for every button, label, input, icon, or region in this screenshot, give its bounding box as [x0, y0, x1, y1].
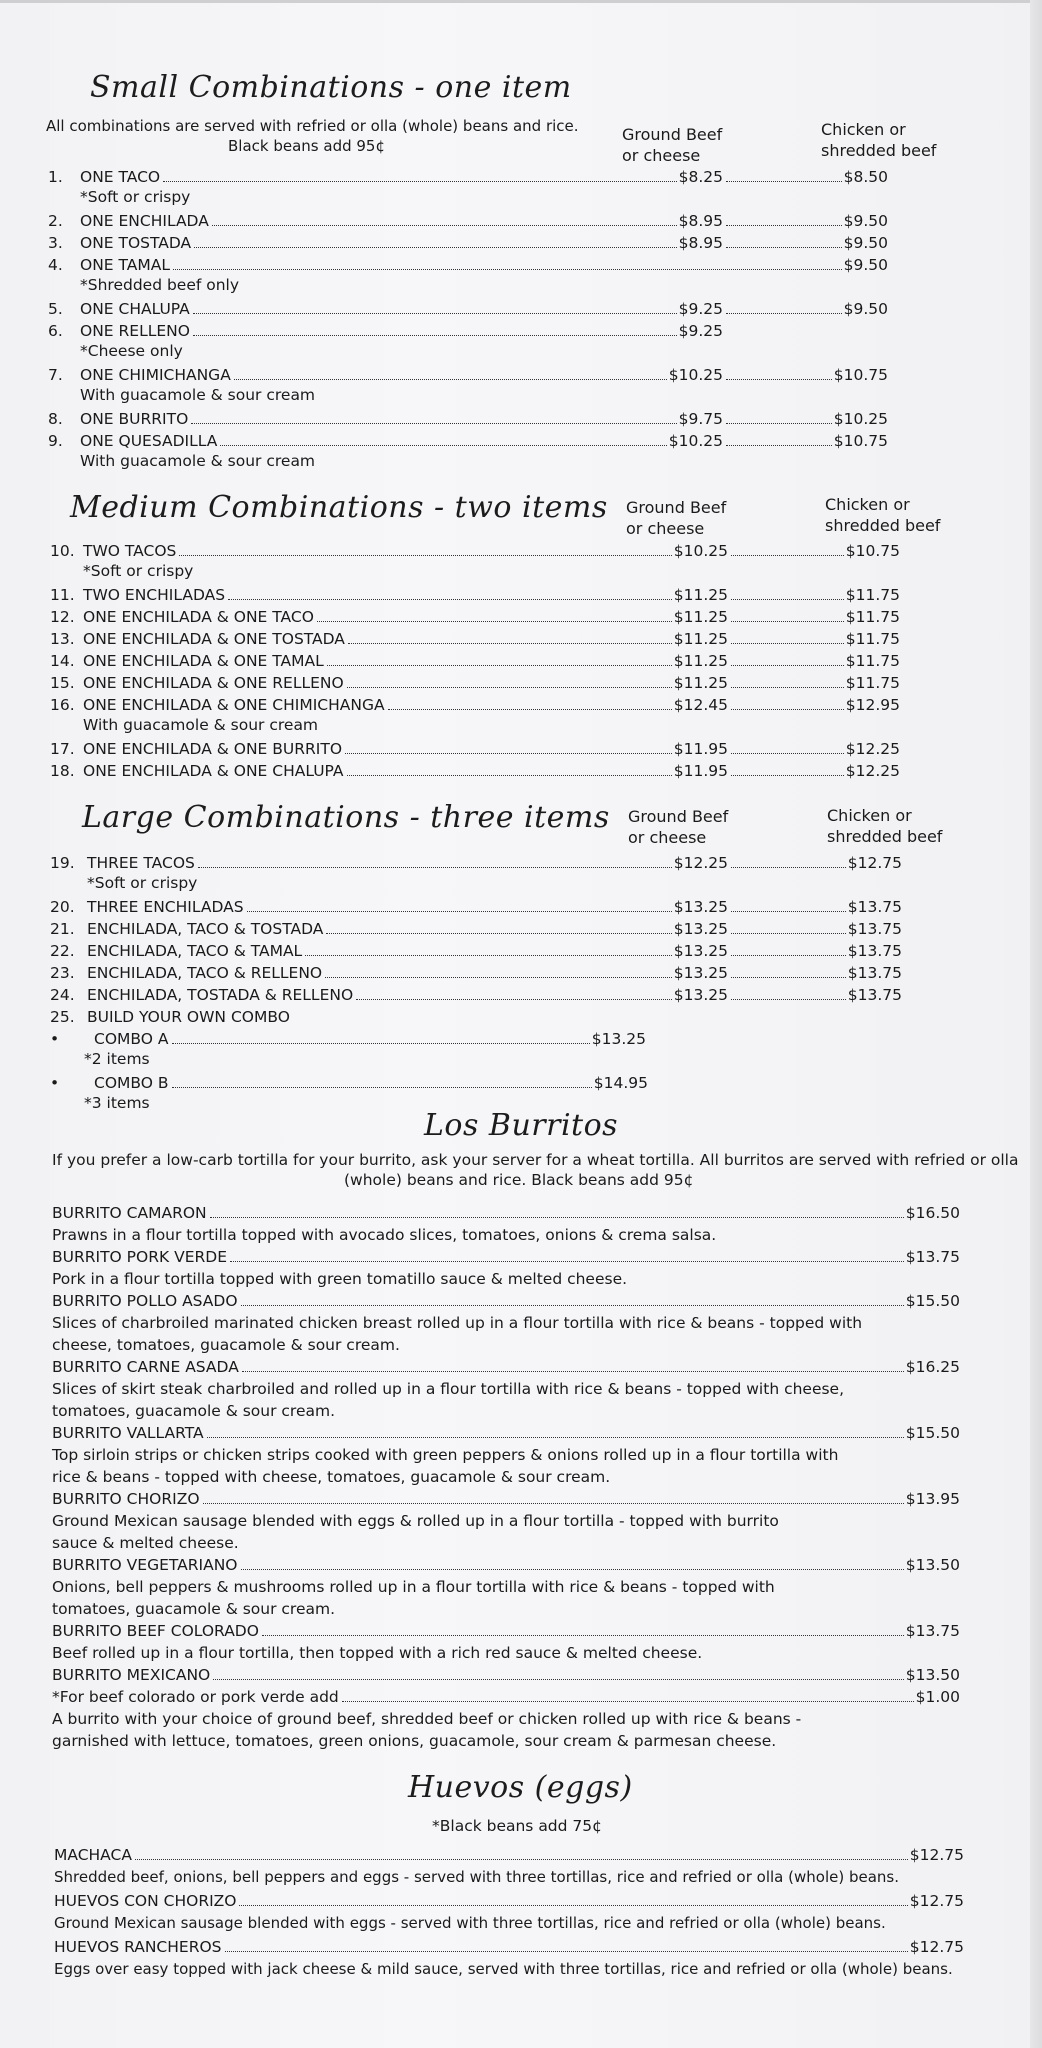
item-number: 24.: [50, 986, 75, 1004]
price-chicken: $8.50: [843, 168, 888, 186]
burrito-description: Slices of skirt steak charbroiled and rolled up in a flour tortilla with rice & beans - topped with cheese,: [52, 1380, 845, 1398]
price-chicken: $9.50: [843, 212, 888, 230]
dot-leader: [179, 555, 671, 556]
item-note: With guacamole & sour cream: [80, 386, 316, 404]
burrito-name: BURRITO CARNE ASADA: [52, 1358, 239, 1376]
small-note-black-beans: Black beans add 95¢: [228, 137, 386, 155]
item-name: ONE CHALUPA: [80, 300, 190, 318]
dot-leader: [731, 775, 844, 776]
dot-leader: [731, 665, 844, 666]
dot-leader: [173, 269, 842, 270]
item-name: ONE ENCHILADA & ONE BURRITO: [83, 740, 343, 758]
dot-leader: [193, 313, 677, 314]
item-number: 4.: [48, 256, 63, 274]
item-note: *Soft or crispy: [80, 188, 191, 206]
dot-leader: [726, 247, 842, 248]
item-name: ONE ENCHILADA: [80, 212, 209, 230]
large-combinations-title: Large Combinations - three items: [82, 800, 610, 835]
burrito-name: BURRITO VEGETARIANO: [52, 1556, 238, 1574]
burrito-name: BURRITO VALLARTA: [52, 1424, 204, 1442]
item-number: 13.: [50, 630, 75, 648]
combo-row: [0, 364, 1042, 386]
burritos-note-2: (whole) beans and rice. Black beans add 95¢: [344, 1171, 694, 1189]
item-number: 5.: [48, 300, 63, 318]
dot-leader: [317, 621, 672, 622]
burrito-description: Prawns in a flour tortilla topped with avocado slices, tomatoes, onions & crema salsa.: [52, 1226, 717, 1244]
burrito-row: [0, 1664, 1042, 1686]
combo-row: [0, 760, 1042, 782]
item-name: ONE ENCHILADA & ONE RELLENO: [83, 674, 344, 692]
burrito-name: BURRITO POLLO ASADO: [52, 1292, 238, 1310]
dot-leader: [191, 423, 676, 424]
burrito-price: $16.25: [905, 1358, 960, 1376]
item-name: ONE ENCHILADA & ONE CHIMICHANGA: [83, 696, 385, 714]
item-number: 1.: [48, 168, 63, 186]
price-ground-beef: $8.95: [678, 212, 723, 230]
huevos-price: $12.75: [909, 1938, 964, 1956]
dot-leader: [731, 687, 844, 688]
burrito-name: BURRITO PORK VERDE: [52, 1248, 227, 1266]
dot-leader: [212, 225, 677, 226]
item-name: ONE ENCHILADA & ONE TOSTADA: [83, 630, 345, 648]
burrito-description: Onions, bell peppers & mushrooms rolled up in a flour tortilla with rice & beans - topped with: [52, 1578, 775, 1596]
combo-option-price: $14.95: [593, 1074, 648, 1092]
huevos-description: Eggs over easy topped with jack cheese & mild sauce, served with three tortillas, rice and refried or olla (whole) beans.: [54, 1960, 953, 1978]
dot-leader: [731, 933, 846, 934]
price-chicken: $12.75: [847, 854, 902, 872]
medium-combinations-title: Medium Combinations - two items: [70, 490, 608, 525]
item-number: 10.: [50, 542, 75, 560]
price-ground-beef: $11.25: [673, 586, 728, 604]
burrito-description: cheese, tomatoes, guacamole & sour cream.: [52, 1336, 400, 1354]
item-name: ONE RELLENO: [80, 322, 190, 340]
item-name: ENCHILADA, TACO & TOSTADA: [87, 920, 324, 938]
dot-leader: [726, 181, 842, 182]
dot-leader: [348, 643, 672, 644]
dot-leader: [731, 599, 844, 600]
price-chicken: $11.75: [845, 674, 900, 692]
item-number: 11.: [50, 586, 75, 604]
item-note: *Soft or crispy: [83, 562, 194, 580]
burrito-price: $16.50: [905, 1204, 960, 1222]
item-name: ONE TAMAL: [80, 256, 170, 274]
price-ground-beef: $10.25: [673, 542, 728, 560]
col-header-line: shredded beef: [827, 827, 943, 846]
combo-row: [0, 852, 1042, 874]
item-name: TWO ENCHILADAS: [83, 586, 226, 604]
item-note: *Cheese only: [80, 342, 183, 360]
burrito-row: [0, 1290, 1042, 1312]
dot-leader: [172, 1087, 592, 1088]
burrito-price: $13.50: [905, 1666, 960, 1684]
dot-leader: [239, 1905, 907, 1906]
item-number: 19.: [50, 854, 75, 872]
item-number: 8.: [48, 410, 63, 428]
col-header-line: Ground Beef: [626, 498, 727, 517]
col-header-line: shredded beef: [821, 141, 937, 160]
item-number: 15.: [50, 674, 75, 692]
dot-leader: [305, 955, 672, 956]
item-number: 17.: [50, 740, 75, 758]
dot-leader: [731, 709, 844, 710]
dot-leader: [731, 911, 846, 912]
price-ground-beef: $13.25: [673, 964, 728, 982]
burrito-price: $13.75: [905, 1248, 960, 1266]
combo-row: [0, 210, 1042, 232]
item-number: 14.: [50, 652, 75, 670]
small-combinations-title: Small Combinations - one item: [90, 70, 572, 105]
price-chicken: $11.75: [845, 608, 900, 626]
dot-leader: [347, 775, 672, 776]
price-chicken: $13.75: [847, 964, 902, 982]
huevos-row: [0, 1936, 1042, 1958]
item-number: 25.: [50, 1008, 75, 1026]
price-chicken: $13.75: [847, 920, 902, 938]
price-ground-beef: $11.25: [673, 608, 728, 626]
huevos-price: $12.75: [909, 1846, 964, 1864]
price-ground-beef: $8.95: [678, 234, 723, 252]
combo-row: [0, 320, 1042, 342]
item-number: 3.: [48, 234, 63, 252]
price-chicken: $11.75: [845, 630, 900, 648]
burrito-description: Beef rolled up in a flour tortilla, then topped with a rich red sauce & melted cheese.: [52, 1644, 703, 1662]
dot-leader: [220, 445, 666, 446]
burrito-row: [0, 1554, 1042, 1576]
dot-leader: [172, 1043, 590, 1044]
price-ground-beef: $9.75: [678, 410, 723, 428]
dot-leader: [198, 867, 672, 868]
dot-leader: [342, 1701, 914, 1702]
burrito-price: $13.50: [905, 1556, 960, 1574]
price-ground-beef: $13.25: [673, 898, 728, 916]
item-note: With guacamole & sour cream: [83, 716, 319, 734]
burrito-description: garnished with lettuce, tomatoes, green onions, guacamole, sour cream & parmesan cheese.: [52, 1732, 777, 1750]
price-chicken: $10.25: [833, 410, 888, 428]
dot-leader: [731, 867, 846, 868]
price-ground-beef: $10.25: [668, 432, 723, 450]
item-name: ONE CHIMICHANGA: [80, 366, 231, 384]
item-name: ONE TOSTADA: [80, 234, 192, 252]
dot-leader: [726, 225, 842, 226]
dot-leader: [731, 621, 844, 622]
col-header-line: or cheese: [628, 828, 707, 847]
burrito-name: BURRITO CHORIZO: [52, 1490, 200, 1508]
item-number: 20.: [50, 898, 75, 916]
combo-row: [0, 408, 1042, 430]
item-name: ONE TACO: [80, 168, 161, 186]
dot-leader: [731, 753, 844, 754]
item-name: ONE QUESADILLA: [80, 432, 218, 450]
dot-leader: [356, 999, 672, 1000]
dot-leader: [241, 1305, 904, 1306]
price-chicken: $13.75: [847, 942, 902, 960]
dot-leader: [726, 445, 832, 446]
price-chicken: $13.75: [847, 986, 902, 1004]
item-number: 16.: [50, 696, 75, 714]
burrito-description: A burrito with your choice of ground beef, shredded beef or chicken rolled up with rice & beans -: [52, 1710, 802, 1728]
burrito-price: $15.50: [905, 1292, 960, 1310]
burrito-description: Slices of charbroiled marinated chicken breast rolled up in a flour tortilla with rice & beans - topped with: [52, 1314, 863, 1332]
burrito-row: [0, 1422, 1042, 1444]
item-number: 22.: [50, 942, 75, 960]
combo-row: [0, 166, 1042, 188]
dot-leader: [203, 1503, 904, 1504]
bullet: •: [50, 1074, 60, 1092]
item-name: THREE ENCHILADAS: [87, 898, 244, 916]
burrito-row: [0, 1686, 1042, 1708]
combo-row: [0, 940, 1042, 962]
huevos-price: $12.75: [909, 1892, 964, 1910]
price-ground-beef: $11.25: [673, 674, 728, 692]
combo-row: [0, 298, 1042, 320]
burrito-description: Pork in a flour tortilla topped with green tomatillo sauce & melted cheese.: [52, 1270, 628, 1288]
item-name: ONE ENCHILADA & ONE TACO: [83, 608, 314, 626]
col-header-line: Ground Beef: [628, 807, 729, 826]
burrito-row: [0, 1356, 1042, 1378]
huevos-title: Huevos (eggs): [408, 1770, 633, 1805]
build-combo-row: [0, 1006, 1042, 1028]
burrito-description: tomatoes, guacamole & sour cream.: [52, 1600, 336, 1618]
combo-row: [0, 606, 1042, 628]
small-col2-header: [821, 119, 936, 161]
dot-leader: [325, 977, 672, 978]
item-name: ONE BURRITO: [80, 410, 189, 428]
price-chicken: $11.75: [845, 586, 900, 604]
dot-leader: [234, 379, 667, 380]
dot-leader: [225, 1951, 908, 1952]
price-ground-beef: $13.25: [673, 986, 728, 1004]
combo-row: [0, 672, 1042, 694]
dot-leader: [262, 1635, 904, 1636]
burritos-note: If you prefer a low-carb tortilla for your burrito, ask your server for a wheat tortilla. All burritos are served with refried or olla: [52, 1151, 1019, 1169]
burrito-price: $13.95: [905, 1490, 960, 1508]
item-note: *Shredded beef only: [80, 276, 240, 294]
dot-leader: [726, 379, 832, 380]
price-ground-beef: $11.95: [673, 740, 728, 758]
combo-row: [0, 962, 1042, 984]
item-number: 18.: [50, 762, 75, 780]
combo-row: [0, 984, 1042, 1006]
burrito-name: BURRITO CAMARON: [52, 1204, 207, 1222]
dot-leader: [726, 313, 842, 314]
huevos-name: HUEVOS RANCHEROS: [54, 1938, 222, 1956]
dot-leader: [731, 977, 846, 978]
item-number: 7.: [48, 366, 63, 384]
page-top-edge: [0, 0, 1042, 3]
dot-leader: [347, 687, 672, 688]
item-name: BUILD YOUR OWN COMBO: [87, 1008, 290, 1026]
dot-leader: [228, 599, 672, 600]
combo-option-name: COMBO B: [94, 1074, 169, 1092]
burrito-description: sauce & melted cheese.: [52, 1534, 239, 1552]
huevos-row: [0, 1890, 1042, 1912]
burrito-name: BURRITO BEEF COLORADO: [52, 1622, 259, 1640]
price-ground-beef: $12.45: [673, 696, 728, 714]
col-header-line: Ground Beef: [622, 125, 723, 144]
combo-row: [0, 584, 1042, 606]
item-number: 2.: [48, 212, 63, 230]
item-number: 9.: [48, 432, 63, 450]
burrito-row: [0, 1202, 1042, 1224]
dot-leader: [230, 1261, 904, 1262]
burrito-price: $13.75: [905, 1622, 960, 1640]
combo-row: [0, 918, 1042, 940]
price-chicken: $10.75: [833, 366, 888, 384]
dot-leader: [731, 999, 846, 1000]
price-chicken: $12.25: [845, 762, 900, 780]
burrito-description: tomatoes, guacamole & sour cream.: [52, 1402, 336, 1420]
item-name: ONE ENCHILADA & ONE TAMAL: [83, 652, 324, 670]
combo-row: [0, 896, 1042, 918]
item-name: ENCHILADA, TACO & RELLENO: [87, 964, 323, 982]
combo-option-price: $13.25: [591, 1030, 646, 1048]
combo-row: [0, 694, 1042, 716]
combo-option-row: [0, 1072, 1042, 1094]
price-ground-beef: $11.25: [673, 630, 728, 648]
combo-row: [0, 650, 1042, 672]
price-ground-beef: $10.25: [668, 366, 723, 384]
price-chicken: $10.75: [833, 432, 888, 450]
price-chicken: $9.50: [843, 300, 888, 318]
dot-leader: [210, 1217, 904, 1218]
dot-leader: [163, 181, 676, 182]
burrito-name: *For beef colorado or pork verde add: [52, 1688, 339, 1706]
dot-leader: [193, 335, 677, 336]
dot-leader: [207, 1437, 904, 1438]
col-header-line: shredded beef: [825, 516, 941, 535]
huevos-description: Ground Mexican sausage blended with eggs - served with three tortillas, rice and refried or olla (whole) beans.: [54, 1914, 886, 1932]
combo-row: [0, 232, 1042, 254]
burrito-description: Ground Mexican sausage blended with eggs & rolled up in a flour tortilla - topped with burrito: [52, 1512, 779, 1530]
price-ground-beef: $12.25: [673, 854, 728, 872]
dot-leader: [726, 423, 832, 424]
price-ground-beef: $13.25: [673, 942, 728, 960]
burrito-description: rice & beans - topped with cheese, tomatoes, guacamole & sour cream.: [52, 1468, 611, 1486]
price-chicken: $12.25: [845, 740, 900, 758]
dot-leader: [388, 709, 672, 710]
combo-row: [0, 430, 1042, 452]
item-note: *Soft or crispy: [87, 874, 198, 892]
burrito-price: $15.50: [905, 1424, 960, 1442]
huevos-name: MACHACA: [54, 1846, 132, 1864]
medium-col1-header: [626, 497, 726, 539]
price-chicken: $9.50: [843, 234, 888, 252]
item-name: ENCHILADA, TACO & TAMAL: [87, 942, 303, 960]
small-col1-header: [622, 124, 722, 166]
dot-leader: [731, 555, 844, 556]
col-header-line: Chicken or: [827, 806, 912, 825]
item-name: TWO TACOS: [83, 542, 177, 560]
item-note: With guacamole & sour cream: [80, 452, 316, 470]
combo-row: [0, 628, 1042, 650]
price-ground-beef: $11.25: [673, 652, 728, 670]
combo-option-row: [0, 1028, 1042, 1050]
price-chicken: $11.75: [845, 652, 900, 670]
item-name: THREE TACOS: [87, 854, 195, 872]
item-note: *3 items: [84, 1094, 150, 1112]
dot-leader: [326, 933, 671, 934]
item-name: ONE ENCHILADA & ONE CHALUPA: [83, 762, 344, 780]
combo-row: [0, 738, 1042, 760]
burrito-row: [0, 1246, 1042, 1268]
col-header-line: or cheese: [626, 519, 705, 538]
large-col2-header: [827, 805, 942, 847]
price-chicken: $12.95: [845, 696, 900, 714]
burritos-title: Los Burritos: [424, 1108, 619, 1143]
dot-leader: [247, 911, 672, 912]
huevos-description: Shredded beef, onions, bell peppers and eggs - served with three tortillas, rice and refried or olla (whole) beans.: [54, 1868, 899, 1886]
huevos-name: HUEVOS CON CHORIZO: [54, 1892, 237, 1910]
small-note-beans: All combinations are served with refried or olla (whole) beans and rice.: [46, 117, 579, 135]
item-number: 23.: [50, 964, 75, 982]
item-name: ENCHILADA, TOSTADA & RELLENO: [87, 986, 354, 1004]
combo-row: [0, 540, 1042, 562]
combo-option-name: COMBO A: [94, 1030, 169, 1048]
huevos-row: [0, 1844, 1042, 1866]
dot-leader: [135, 1859, 908, 1860]
price-ground-beef: $11.95: [673, 762, 728, 780]
dot-leader: [241, 1569, 904, 1570]
item-number: 12.: [50, 608, 75, 626]
item-note: *2 items: [84, 1050, 150, 1068]
burrito-price: $1.00: [915, 1688, 960, 1706]
price-ground-beef: $8.25: [678, 168, 723, 186]
burrito-description: Top sirloin strips or chicken strips cooked with green peppers & onions rolled up in a flour tortilla with: [52, 1446, 839, 1464]
price-ground-beef: $9.25: [678, 300, 723, 318]
col-header-line: or cheese: [622, 146, 701, 165]
col-header-line: Chicken or: [825, 495, 910, 514]
price-ground-beef: $13.25: [673, 920, 728, 938]
dot-leader: [345, 753, 672, 754]
price-chicken: $9.50: [843, 256, 888, 274]
dot-leader: [731, 643, 844, 644]
dot-leader: [327, 665, 672, 666]
burrito-name: BURRITO MEXICANO: [52, 1666, 211, 1684]
huevos-note: *Black beans add 75¢: [432, 1817, 603, 1835]
price-chicken: $13.75: [847, 898, 902, 916]
dot-leader: [242, 1371, 904, 1372]
burrito-row: [0, 1488, 1042, 1510]
item-number: 6.: [48, 322, 63, 340]
medium-col2-header: [825, 494, 940, 536]
price-ground-beef: $9.25: [678, 322, 723, 340]
col-header-line: Chicken or: [821, 120, 906, 139]
price-chicken: $10.75: [845, 542, 900, 560]
burrito-row: [0, 1620, 1042, 1642]
combo-row: [0, 254, 1042, 276]
bullet: •: [50, 1030, 60, 1048]
item-number: 21.: [50, 920, 75, 938]
dot-leader: [213, 1679, 903, 1680]
large-col1-header: [628, 806, 728, 848]
dot-leader: [731, 955, 846, 956]
dot-leader: [194, 247, 676, 248]
